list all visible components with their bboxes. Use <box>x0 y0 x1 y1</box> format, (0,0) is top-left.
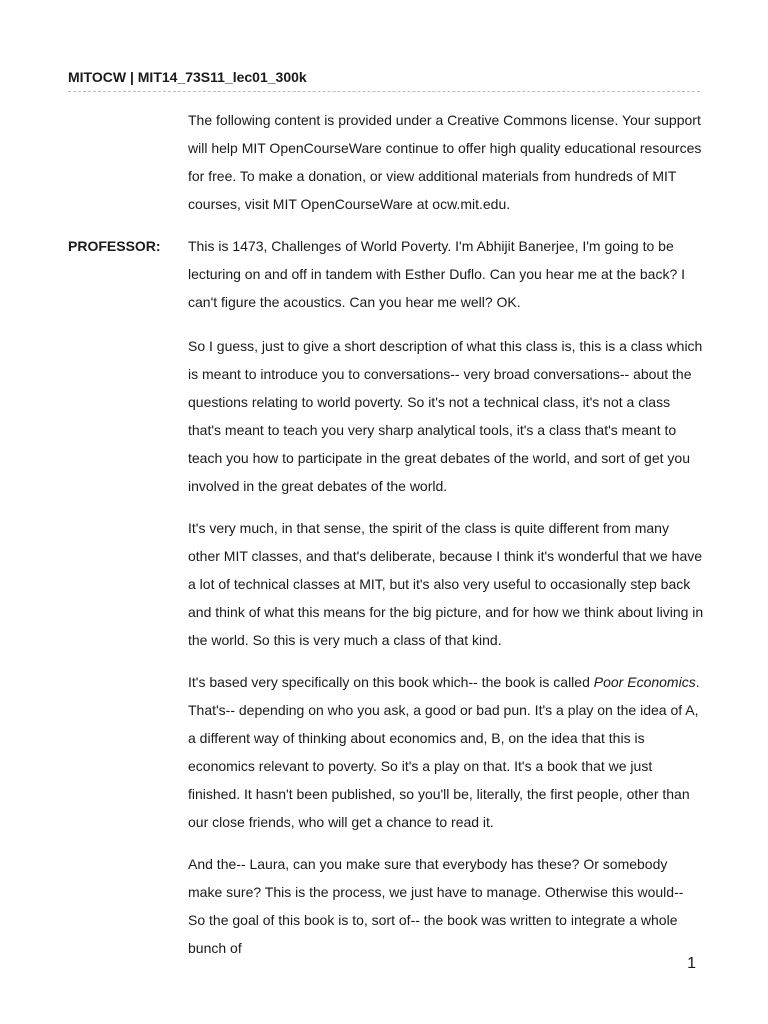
paragraph-3: It's very much, in that sense, the spirit of the class is quite different from many other MIT classes, and that's deliberate, because I think it's wonderful that we have a lot of technical classes at MIT, but it's also very useful to occasionally step back and think of what this means for the big picture, and for how we think about living in the world. So this is very much a class of that kind. <box>188 520 704 648</box>
paragraph-5: And the-- Laura, can you make sure that everybody has these? Or somebody make sure? This is the process, we just have to manage. Otherwise this would-- So the goal of this book is to, sort of-- the book was written to integrate a whole bunch of <box>188 856 684 956</box>
speaker-label: PROFESSOR: <box>68 238 161 254</box>
paragraph-4-text-end: . That's-- depending on who you ask, a good or bad pun. It's a play on the idea of A, a different way of thinking about economics and, B, on the idea that this is economics relevant to poverty. So it's a play on that. It's a book that we just finished. It hasn't been published, so you'll be, literally, the first people, other than our close friends, who will get a chance to read it. <box>188 674 700 830</box>
header-divider <box>68 91 700 92</box>
document-title: MITOCW | MIT14_73S11_lec01_300k <box>68 69 307 85</box>
book-title: Poor Economics <box>593 674 696 690</box>
paragraph-4 <box>188 668 704 836</box>
page-number: 1 <box>687 955 696 972</box>
paragraph-1: This is 1473, Challenges of World Poverty. I'm Abhijit Banerjee, I'm going to be lecturing on and off in tandem with Esther Duflo. Can you hear me at the back? I can't figure the acoustics. Can you hear me well? OK. <box>188 238 686 310</box>
paragraph-2: So I guess, just to give a short description of what this class is, this is a class which is meant to introduce you to conversations-- very broad conversations-- about the questions relating to world poverty. So it's not a technical class, it's not a class that's meant to teach you very sharp analytical tools, it's a class that's meant to teach you how to participate in the great debates of the world, and sort of get you involved in the great debates of the world. <box>188 338 703 494</box>
intro-paragraph: The following content is provided under a Creative Commons license. Your support will help MIT OpenCourseWare continue to offer high quality educational resources for free. To make a donation, or view additional materials from hundreds of MIT courses, visit MIT OpenCourseWare at ocw.mit.edu. <box>188 112 702 212</box>
paragraph-4-text-start: It's based very specifically on this book which-- the book is called <box>188 674 594 690</box>
